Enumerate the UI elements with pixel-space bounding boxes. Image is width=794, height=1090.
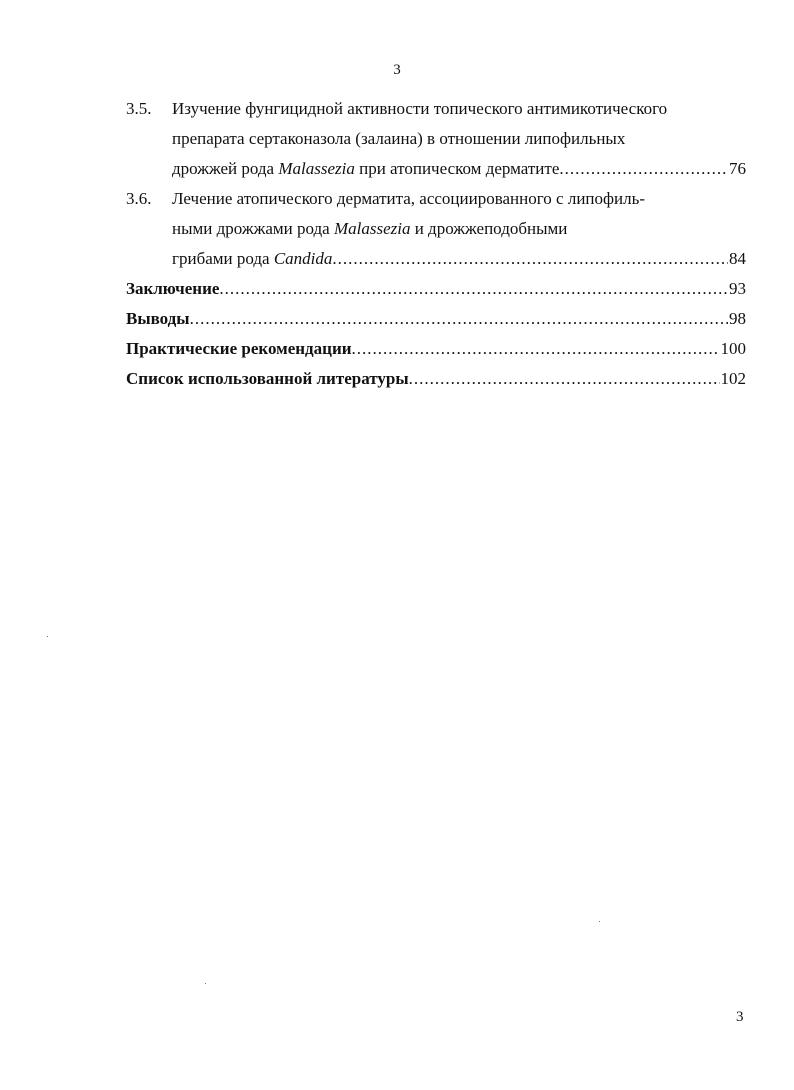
toc-entry-findings[interactable]	[126, 304, 746, 334]
toc-entry-number: 3.6.	[126, 189, 152, 208]
toc-entry-leader-line	[172, 154, 746, 184]
page-number-top: 3	[393, 62, 401, 78]
table-of-contents	[126, 94, 746, 394]
toc-entry-title: Выводы	[126, 309, 190, 328]
toc-entry-title: Список использованной литературы	[126, 369, 409, 388]
toc-entry-text: дрожжей рода Malassezia при атопическом дерматите	[172, 159, 560, 178]
page-number-bottom: 3	[736, 1009, 744, 1025]
toc-page-number: 84	[729, 249, 746, 268]
toc-page-number: 93	[729, 279, 746, 298]
toc-page-number: 100	[720, 339, 746, 358]
toc-entry-conclusion[interactable]	[126, 274, 746, 304]
toc-entry-title: Практические рекомендации	[126, 339, 352, 358]
dot-leader	[219, 274, 728, 304]
toc-entry-line: препарата сертаконазола (залаина) в отношении липофильных	[172, 129, 626, 148]
toc-entry-references[interactable]	[126, 364, 746, 394]
dot-leader	[332, 244, 728, 274]
scan-speck	[205, 983, 206, 984]
toc-entry-leader-line	[172, 244, 746, 274]
scan-speck	[599, 921, 600, 922]
toc-entry-3-5[interactable]	[126, 94, 746, 184]
dot-leader	[559, 154, 728, 184]
toc-entry-number: 3.5.	[126, 99, 152, 118]
dot-leader	[409, 364, 720, 394]
toc-entry-line: Лечение атопического дерматита, ассоциированного с липофиль-	[172, 189, 646, 208]
toc-page-number: 98	[729, 309, 746, 328]
scan-speck	[47, 636, 48, 637]
toc-entry-3-6[interactable]	[126, 184, 746, 274]
toc-entry-title: Заключение	[126, 279, 220, 298]
toc-entry-line: Изучение фунгицидной активности топического антимикотического	[172, 99, 668, 118]
dot-leader	[190, 304, 728, 334]
toc-page-number: 102	[720, 369, 746, 388]
toc-entry-text: грибами рода Candida	[172, 249, 333, 268]
dot-leader	[352, 334, 720, 364]
toc-page-number: 76	[729, 159, 746, 178]
toc-entry-line: ными дрожжами рода Malassezia и дрожжеподобными	[172, 219, 568, 238]
toc-entry-recommendations[interactable]	[126, 334, 746, 364]
